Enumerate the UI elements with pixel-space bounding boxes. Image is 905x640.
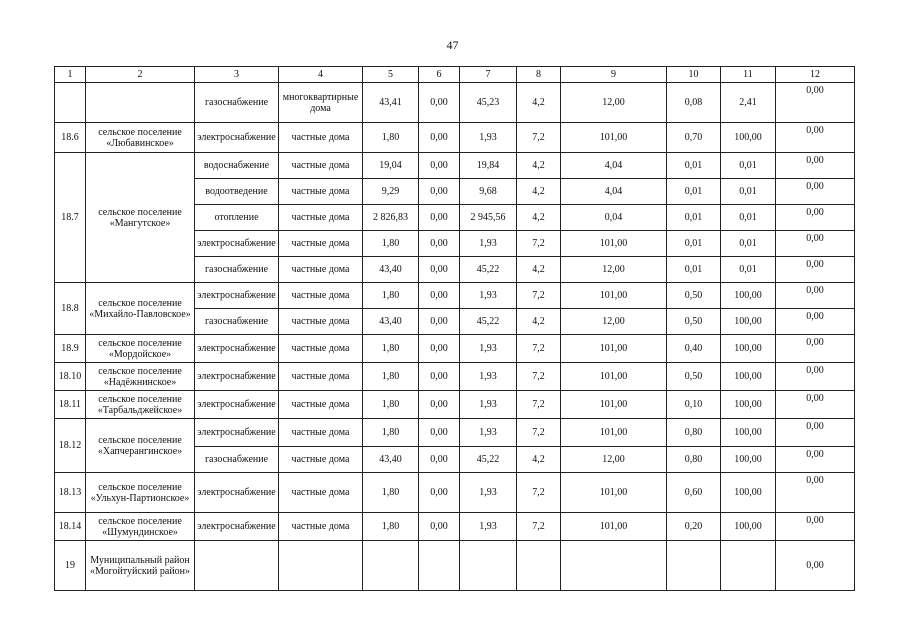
table-cell: 4,04 [561,179,667,205]
table-cell: частные дома [279,309,363,335]
table-cell: 0,10 [667,391,721,419]
table-row [55,419,855,447]
table-cell: электроснабжение [195,419,279,447]
table-cell: 1,93 [460,231,517,257]
table-cell: 0,00 [419,473,460,513]
table-row [55,513,855,541]
table-cell: 43,40 [363,309,419,335]
table-cell [86,83,195,123]
table-cell: 0,50 [667,283,721,309]
table-cell: 0,00 [419,257,460,283]
table-cell: электроснабжение [195,473,279,513]
table-cell: сельское поселение «Михайло-Павловское» [86,283,195,335]
table-cell: 4,2 [517,447,561,473]
table-cell: 0,01 [721,153,776,179]
column-header: 9 [561,67,667,83]
table-cell: частные дома [279,257,363,283]
table-cell [561,541,667,591]
table-cell: 1,80 [363,473,419,513]
table-cell: частные дома [279,419,363,447]
table-cell: 0,00 [419,153,460,179]
table-cell: 0,00 [419,335,460,363]
table-cell: 100,00 [721,419,776,447]
table-cell: 45,22 [460,447,517,473]
table-cell: 0,00 [419,419,460,447]
table-cell: 0,50 [667,309,721,335]
table-cell: 7,2 [517,231,561,257]
table-cell: сельское поселение «Хапчерангинское» [86,419,195,473]
table-cell: 7,2 [517,473,561,513]
column-header: 12 [776,67,855,83]
table-cell: 18.9 [55,335,86,363]
table-cell: 9,68 [460,179,517,205]
table-cell: 43,40 [363,447,419,473]
data-table [54,66,855,591]
table-cell: 1,80 [363,363,419,391]
table-cell: сельское поселение «Шумундинское» [86,513,195,541]
column-header: 8 [517,67,561,83]
table-cell: частные дома [279,283,363,309]
table-cell: 0,00 [776,123,855,153]
table-cell: 2,41 [721,83,776,123]
table-cell: 1,80 [363,123,419,153]
table-cell: электроснабжение [195,363,279,391]
table-cell: отопление [195,205,279,231]
table-cell: 0,01 [667,205,721,231]
table-cell: водоснабжение [195,153,279,179]
table-cell: 0,00 [419,123,460,153]
table-cell: 101,00 [561,391,667,419]
table-cell: 0,04 [561,205,667,231]
table-cell: 100,00 [721,447,776,473]
table-cell: сельское поселение «Мордойское» [86,335,195,363]
table-cell [419,541,460,591]
table-cell: газоснабжение [195,447,279,473]
table-cell: 1,93 [460,391,517,419]
table-cell: 0,01 [721,231,776,257]
table-cell: газоснабжение [195,309,279,335]
table-cell: 0,00 [419,447,460,473]
table-cell: 101,00 [561,231,667,257]
page-number: 47 [446,38,459,52]
table-cell: 101,00 [561,123,667,153]
table-cell: многоквартирные дома [279,83,363,123]
column-header: 3 [195,67,279,83]
table-cell: 1,93 [460,123,517,153]
table-cell: 100,00 [721,513,776,541]
table-cell [55,83,86,123]
table-cell: 0,01 [667,153,721,179]
table-cell: водоотведение [195,179,279,205]
table-row [55,83,855,123]
table-cell: 0,20 [667,513,721,541]
table-cell: 0,00 [419,179,460,205]
table-cell: 1,93 [460,283,517,309]
table-cell: 101,00 [561,363,667,391]
table-cell: сельское поселение «Тарбальджейское» [86,391,195,419]
table-cell: 0,01 [667,257,721,283]
table-cell: 0,80 [667,447,721,473]
table-cell: 4,04 [561,153,667,179]
table-cell: 18.10 [55,363,86,391]
table-cell: Муниципальный район «Могойтуйский район» [86,541,195,591]
table-cell: электроснабжение [195,231,279,257]
table-cell: 45,22 [460,309,517,335]
table-cell: электроснабжение [195,335,279,363]
table-row [55,123,855,153]
table-cell: 101,00 [561,283,667,309]
column-header: 1 [55,67,86,83]
table-cell: сельское поселение «Любавинское» [86,123,195,153]
table-cell: 18.8 [55,283,86,335]
table-row [55,153,855,179]
table-cell: 1,80 [363,419,419,447]
table-cell [279,541,363,591]
table-cell: частные дома [279,335,363,363]
table-cell: 0,00 [776,231,855,257]
table-cell: 43,40 [363,257,419,283]
table-cell: частные дома [279,513,363,541]
table-cell: 1,93 [460,419,517,447]
table-cell: 0,40 [667,335,721,363]
table-cell: 0,00 [776,205,855,231]
table-cell: 0,50 [667,363,721,391]
table-cell: 7,2 [517,283,561,309]
table-cell [667,541,721,591]
column-header: 4 [279,67,363,83]
table-cell: 101,00 [561,419,667,447]
table-cell: 101,00 [561,473,667,513]
table-cell: частные дома [279,363,363,391]
table-cell: 0,00 [776,257,855,283]
table-cell: 7,2 [517,419,561,447]
table-cell: электроснабжение [195,391,279,419]
table-row [55,335,855,363]
table-cell: 19,04 [363,153,419,179]
table-cell: частные дома [279,153,363,179]
column-header: 5 [363,67,419,83]
table-cell: 0,00 [419,83,460,123]
table-cell: 0,00 [776,283,855,309]
table-cell: 0,00 [776,335,855,363]
table-cell: частные дома [279,391,363,419]
table-cell: 2 945,56 [460,205,517,231]
table-cell: 43,41 [363,83,419,123]
table-cell: 101,00 [561,335,667,363]
table-cell: 7,2 [517,513,561,541]
table-row [55,391,855,419]
table-cell: 7,2 [517,363,561,391]
table-cell: 0,00 [776,419,855,447]
table-cell: 0,60 [667,473,721,513]
table-cell: 1,93 [460,363,517,391]
table-cell: 0,00 [419,363,460,391]
table-cell: 0,00 [776,391,855,419]
table-cell: 9,29 [363,179,419,205]
table-cell: 0,80 [667,419,721,447]
table-cell: сельское поселение «Надёжнинское» [86,363,195,391]
header-row [55,67,855,83]
table-cell: 1,93 [460,513,517,541]
table-cell: частные дома [279,473,363,513]
table-cell: 101,00 [561,513,667,541]
table-cell: 100,00 [721,123,776,153]
table-cell: 7,2 [517,335,561,363]
column-header: 10 [667,67,721,83]
table-cell: 4,2 [517,153,561,179]
table-cell: 100,00 [721,363,776,391]
table-cell: 0,01 [667,179,721,205]
column-header: 11 [721,67,776,83]
table-cell: 0,00 [776,473,855,513]
table-cell: 4,2 [517,205,561,231]
table-cell: 0,01 [721,205,776,231]
table-cell: 1,80 [363,283,419,309]
table-row [55,363,855,391]
table-cell: 19,84 [460,153,517,179]
table-cell: 0,00 [419,205,460,231]
table-cell: 0,01 [721,257,776,283]
table-cell: частные дома [279,205,363,231]
table-cell: 100,00 [721,335,776,363]
table-cell: сельское поселение «Ульхун-Партионское» [86,473,195,513]
table-cell [363,541,419,591]
table-cell: 19 [55,541,86,591]
table-cell: газоснабжение [195,83,279,123]
table-row [55,283,855,309]
table-cell: электроснабжение [195,513,279,541]
table-cell: 1,80 [363,335,419,363]
table-cell: 4,2 [517,257,561,283]
table-cell: 18.14 [55,513,86,541]
table-cell: 18.12 [55,419,86,473]
table-cell: 1,93 [460,335,517,363]
table-cell: электроснабжение [195,123,279,153]
table-cell: 0,00 [419,391,460,419]
table-row [55,473,855,513]
table-cell: 0,00 [776,153,855,179]
table-cell: 12,00 [561,257,667,283]
table-row [55,541,855,591]
table-cell: 1,80 [363,231,419,257]
table-cell [517,541,561,591]
table-cell: 0,70 [667,123,721,153]
table-cell: частные дома [279,231,363,257]
table-cell: 0,00 [419,283,460,309]
table-cell: 0,00 [776,363,855,391]
table-cell: 100,00 [721,309,776,335]
table-cell: 100,00 [721,473,776,513]
table-cell: 100,00 [721,283,776,309]
column-header: 7 [460,67,517,83]
table-cell [721,541,776,591]
table-cell: газоснабжение [195,257,279,283]
table-cell: 0,08 [667,83,721,123]
table-cell: 0,00 [776,179,855,205]
table-cell: частные дома [279,447,363,473]
table-cell: 0,00 [776,309,855,335]
table-cell: 0,00 [776,83,855,123]
table-cell: 4,2 [517,179,561,205]
table-cell: 100,00 [721,391,776,419]
table-cell: 45,22 [460,257,517,283]
table-cell: 7,2 [517,391,561,419]
table-cell: 0,01 [721,179,776,205]
table-cell: электроснабжение [195,283,279,309]
table-cell: 12,00 [561,309,667,335]
table-cell: 4,2 [517,83,561,123]
column-header: 6 [419,67,460,83]
table-cell: 18.11 [55,391,86,419]
table-cell: 0,00 [776,447,855,473]
table-cell: 1,80 [363,513,419,541]
table-cell: 0,00 [419,309,460,335]
table-cell: 12,00 [561,447,667,473]
table-cell: 0,00 [776,513,855,541]
table-cell: 18.13 [55,473,86,513]
table-cell: сельское поселение «Мангутское» [86,153,195,283]
table-cell: 0,00 [776,541,855,591]
table-cell: 4,2 [517,309,561,335]
table-cell [195,541,279,591]
table-cell: 1,80 [363,391,419,419]
column-header: 2 [86,67,195,83]
table-cell: 12,00 [561,83,667,123]
table-cell: 18.7 [55,153,86,283]
table-cell: 2 826,83 [363,205,419,231]
table-cell: частные дома [279,123,363,153]
table-cell: 7,2 [517,123,561,153]
table-cell: 1,93 [460,473,517,513]
table-cell: 0,01 [667,231,721,257]
table-cell: 0,00 [419,513,460,541]
table-cell: частные дома [279,179,363,205]
table-cell [460,541,517,591]
table-cell: 0,00 [419,231,460,257]
table-cell: 18.6 [55,123,86,153]
table-cell: 45,23 [460,83,517,123]
